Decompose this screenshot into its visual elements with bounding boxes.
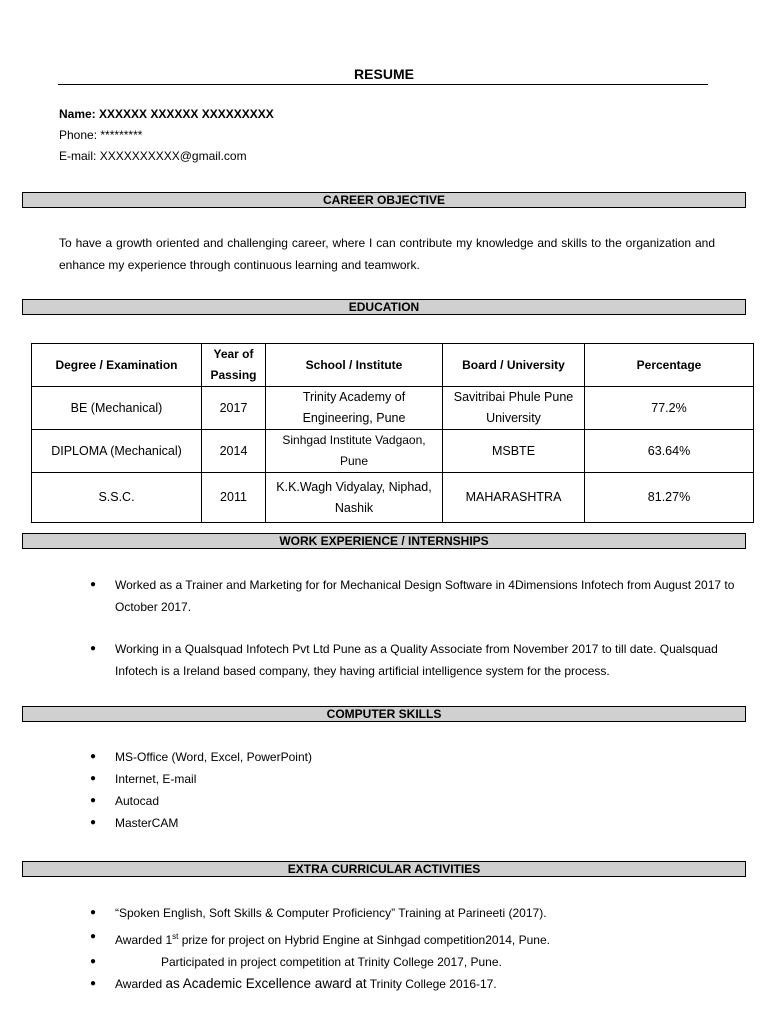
section-career-objective: CAREER OBJECTIVE	[22, 192, 746, 208]
skills-list	[88, 746, 748, 834]
phone-label: Phone:	[59, 128, 98, 142]
header-school: School / Institute	[266, 344, 443, 387]
bullet-icon: ●	[89, 978, 97, 989]
name-line	[59, 104, 274, 125]
cell-year: 2017	[202, 387, 266, 430]
cell-year: 2014	[202, 430, 266, 473]
cell-school: Sinhgad Institute Vadgaon, Pune	[266, 430, 443, 473]
bullet-icon: ●	[89, 931, 97, 942]
extra-item-text: “Spoken English, Soft Skills & Computer Proficiency” Training at Parineeti (2017).	[115, 906, 547, 920]
extra-item-text: Awarded as Academic Excellence award at Trinity College 2016-17.	[115, 976, 497, 991]
list-item	[88, 746, 748, 768]
extra-item-text: Awarded 1st prize for project on Hybrid Engine at Sinhgad competition2014, Pune.	[115, 932, 550, 947]
email-label: E-mail:	[59, 149, 97, 163]
list-item	[88, 768, 748, 790]
skill-item-text: MasterCAM	[115, 816, 179, 830]
cell-school: Trinity Academy of Engineering, Pune	[266, 387, 443, 430]
extra-list	[88, 902, 748, 995]
header-board: Board / University	[443, 344, 585, 387]
list-item	[88, 973, 748, 995]
name-value: XXXXXX XXXXXX XXXXXXXXX	[99, 107, 274, 121]
education-table	[31, 343, 754, 523]
cell-school: K.K.Wagh Vidyalay, Niphad, Nashik	[266, 473, 443, 523]
header-percentage: Percentage	[585, 344, 754, 387]
education-header-row	[32, 344, 754, 387]
section-extra-curricular: EXTRA CURRICULAR ACTIVITIES	[22, 861, 746, 877]
header-degree: Degree / Examination	[32, 344, 202, 387]
extra-item-text: Participated in project competition at Trinity College 2017, Pune.	[161, 955, 502, 969]
section-education: EDUCATION	[22, 299, 746, 315]
table-row	[32, 387, 754, 430]
header-year: Year of Passing	[202, 344, 266, 387]
cell-degree: S.S.C.	[32, 473, 202, 523]
bullet-icon: ●	[89, 907, 97, 918]
phone-line	[59, 125, 142, 146]
work-list	[88, 574, 748, 682]
bullet-icon: ●	[89, 773, 97, 784]
bullet-icon: ●	[89, 751, 97, 762]
bullet-icon: ●	[89, 643, 97, 654]
list-item	[88, 926, 748, 951]
cell-board: MAHARASHTRA	[443, 473, 585, 523]
cell-percentage: 81.27%	[585, 473, 754, 523]
list-item	[88, 951, 748, 973]
work-item-text: Worked as a Trainer and Marketing for for Mechanical Design Software in 4Dimensions Infotech from August 2017 to October 2017.	[115, 578, 735, 614]
cell-year: 2011	[202, 473, 266, 523]
cell-degree: BE (Mechanical)	[32, 387, 202, 430]
skill-item-text: MS-Office (Word, Excel, PowerPoint)	[115, 750, 312, 764]
list-item	[88, 902, 748, 924]
section-computer-skills: COMPUTER SKILLS	[22, 706, 746, 722]
cell-percentage: 77.2%	[585, 387, 754, 430]
bullet-icon: ●	[89, 579, 97, 590]
skill-item-text: Internet, E-mail	[115, 772, 197, 786]
cell-degree: DIPLOMA (Mechanical)	[32, 430, 202, 473]
list-item	[88, 790, 748, 812]
skill-item-text: Autocad	[115, 794, 160, 808]
cell-board: Savitribai Phule Pune University	[443, 387, 585, 430]
list-item	[88, 574, 748, 618]
name-label: Name:	[59, 107, 96, 121]
list-item	[88, 638, 748, 682]
email-line	[59, 146, 247, 167]
bullet-icon: ●	[89, 817, 97, 828]
bullet-icon: ●	[89, 795, 97, 806]
phone-value: *********	[100, 128, 143, 142]
list-item	[88, 812, 748, 834]
table-row	[32, 430, 754, 473]
email-value: XXXXXXXXXX@gmail.com	[99, 149, 247, 163]
table-row	[32, 473, 754, 523]
cell-board: MSBTE	[443, 430, 585, 473]
section-work-experience: WORK EXPERIENCE / INTERNSHIPS	[22, 533, 746, 549]
title-underline	[58, 84, 708, 85]
cell-percentage: 63.64%	[585, 430, 754, 473]
work-item-text: Working in a Qualsquad Infotech Pvt Ltd Pune as a Quality Associate from November 2017 to till date. Qualsquad Infotech is a Ireland based company, they having artificial intelligence system for the process.	[115, 642, 718, 678]
resume-title: RESUME	[354, 66, 414, 82]
bullet-icon: ●	[89, 956, 97, 967]
career-objective-text: To have a growth oriented and challenging career, where I can contribute my knowledge and skills to the organization and enhance my experience through continuous learning and teamwork.	[59, 236, 715, 272]
